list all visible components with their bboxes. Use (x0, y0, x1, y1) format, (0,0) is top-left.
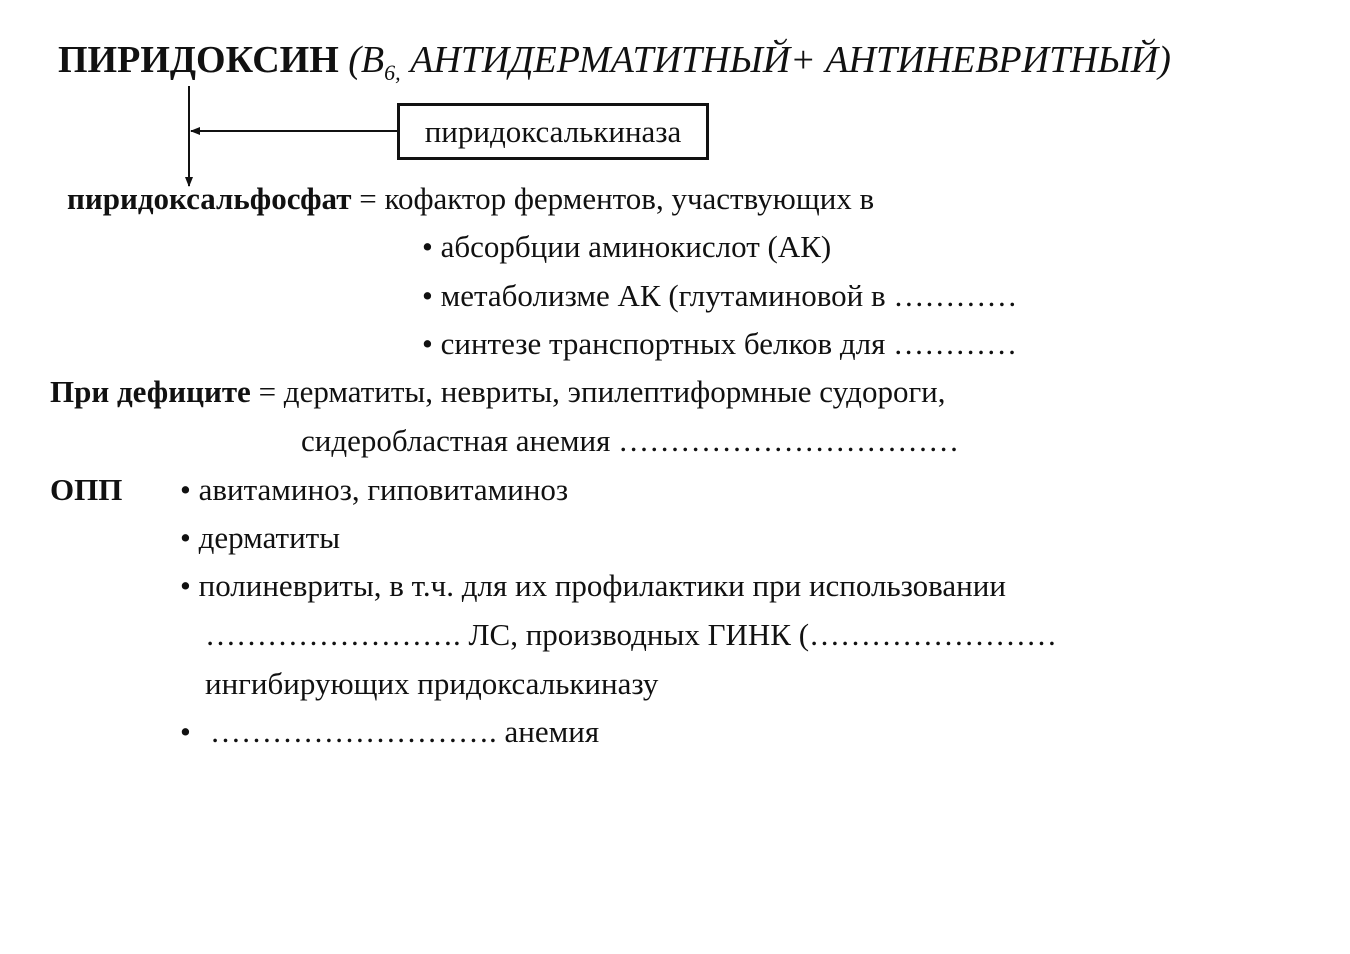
cofactor-line (67, 181, 874, 217)
deficit-line-2: сидеробластная анемия …………………………… (301, 423, 960, 458)
cofactor-item: • синтезе транспортных белков для ………… (422, 326, 1018, 361)
cofactor-definition: = кофактор ферментов, участвующих в (351, 181, 875, 216)
enzyme-box: пиридоксалькиназа (397, 103, 709, 160)
cofactor-item: • метаболизме АК (глутаминовой в ………… (422, 278, 1018, 313)
deficit-term: При дефиците (50, 374, 251, 409)
title-paren-open: (B (348, 39, 385, 81)
deficit-line (50, 374, 946, 410)
opp-item-continuation: ингибирующих придоксалькиназу (205, 666, 659, 701)
opp-item: • дерматиты (180, 520, 341, 555)
title-name: ПИРИДОКСИН (58, 39, 339, 81)
cofactor-term: пиридоксальфосфат (67, 181, 352, 216)
deficit-text: = дерматиты, невриты, эпилептиформные судороги, (250, 374, 946, 409)
opp-bullet: • (180, 714, 191, 749)
opp-item-continuation: ……………………. ЛС, производных ГИНК (…………………… (205, 617, 1058, 652)
opp-term: ОПП (50, 472, 123, 507)
opp-item: ………………………. анемия (210, 714, 600, 749)
opp-item: • авитаминоз, гиповитаминоз (180, 472, 569, 507)
title-paren-rest: АНТИДЕРМАТИТНЫЙ+ АНТИНЕВРИТНЫЙ) (400, 39, 1171, 81)
title-subscript: 6, (384, 60, 401, 85)
cofactor-item: • абсорбции аминокислот (АК) (422, 229, 832, 264)
opp-item: • полиневриты, в т.ч. для их профилактики при использовании (180, 568, 1006, 603)
